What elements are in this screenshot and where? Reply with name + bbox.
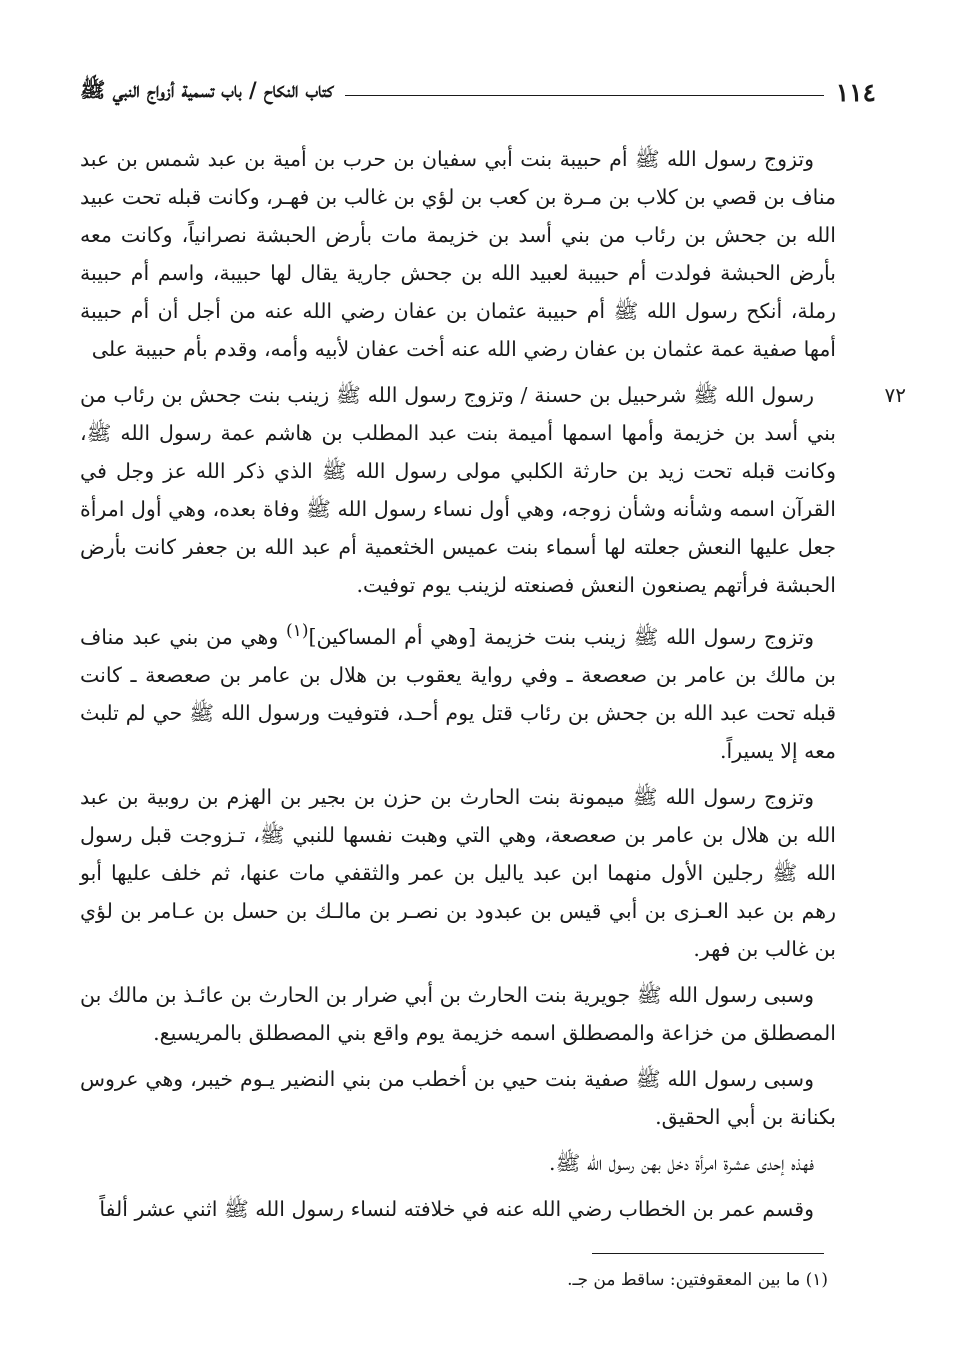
paragraph-maymuna: وتزوج رسول الله ﷺ ميمونة بنت الحارث بن حزن بن بجير بن الهزم بن روبية بن عبد الله بن هلال بن عامر بن صعصعة، وهي التي وهبت نفسها للنبي ﷺ، تـزوجت قبل رسول الله ﷺ رجلين الأول منهما ابن عبد ياليل بن عمر والثقفي مات عنها، ثم خلف عليها أبو رهم بن عبد العـزى بن أبي قيس بن عبدود بن نصـر بن مالـك بن حسل بن عـامر بن لؤي بن غالب بن فهر. xyxy=(80,784,836,961)
paragraph-zaynab-bint-khuzayma xyxy=(80,612,836,770)
paragraph-umar-allotment: وقسم عمر بن الخطاب رضي الله عنه في خلافته لنساء رسول الله ﷺ اثني عشر ألفاً xyxy=(99,1196,814,1221)
paragraph-text-continued: وهي من بني عبد مناف بن مالك بن عامر بن صعصعة ـ وفي رواية يعقوب بن هلال بن عامر بن صعصعة ـ كانت قبله تحت عبد الله بن جحش بن رئاب قتل يوم أحـد، فتوفيت ورسول الله ﷺ حي لم تلبث معه إلا يسيراً. xyxy=(80,624,836,763)
paragraph-zaynab-bint-jahsh xyxy=(80,376,906,604)
paragraph-juwayriya: وسبى رسول الله ﷺ جويرية بنت الحارث بن أبي ضرار بن الحارث بن عائـذ بن مالك بن المصطلق من خزاعة والمصطلق اسمه خزيمة يوم واقع بني المصطلق بالمريسيع. xyxy=(80,982,836,1045)
page-number: ١١٤ xyxy=(835,77,876,107)
paragraph-eleven-wives: فهذه إحدى عشرة امرأة دخل بهن رسول الله ﷺ. xyxy=(549,1150,814,1175)
paragraph-text: رسول الله ﷺ شرحبيل بن حسنة / وتزوج رسول الله ﷺ زينب بنت جحش بن رئاب من بني أسد بن خزيمة وأمها اسمها أميمة بنت عبد المطلب بن هاشم عمة رسول الله ﷺ، وكانت قبله تحت زيد بن حارثة الكلبي مولى رسول الله ﷺ الذي ذكر الله عز وجل في القرآن اسمه وشأنه وشأن زوجه، وهي أول نساء رسول الله ﷺ وفاة بعده، وهي أول امرأة جعل عليها النعش جعلته لها أسماء بنت عميس الخثعمية أم عبد الله بن جعفر كانت بأرض الحبشة فرأتهم يصنعون النعش فصنعته لزينب يوم توفيت. xyxy=(80,383,836,597)
footnote-reference: (١) xyxy=(286,621,309,641)
margin-folio-number: ٧٢ xyxy=(884,383,906,407)
main-text xyxy=(80,140,906,1236)
paragraph-text: وتزوج رسول الله ﷺ زينب بنت خزيمة [وهي أم المساكين] xyxy=(308,624,814,649)
header-rule xyxy=(345,95,823,96)
running-title: كتاب النكاح / باب تسمية أزواج النبي ﷺ xyxy=(80,76,334,102)
footnote-rule xyxy=(592,1253,824,1254)
paragraph-umm-habiba: وتزوج رسول الله ﷺ أم حبيبة بنت أبي سفيان بن حرب بن أمية بن عبد شمس بن عبد مناف بن قصي بن كلاب بن مـرة بن كعب بن لؤي بن غالب بن فهـر، وكانت قبله تحت عبيد الله بن جحش بن رئاب من بني أسد بن خزيمة مات بأرض الحبشة نصرانياً، وكانت معه بأرض الحبشة فولدت أم حبيبة لعبيد الله بن جحش جارية يقال لها حبيبة، واسم أم حبيبة رملة، أنكح رسول الله ﷺ أم حبيبة عثمان بن عفان رضي الله عنه من أجل أن أم حبيبة أمها صفية عمة عثمان بن عفان رضي الله عنه أخت عفان لأبيه وأمه، وقدم بأم حبيبة على xyxy=(80,147,836,361)
footnote: (١) ما بين المعقوفتين: ساقط من جـ. xyxy=(567,1270,828,1290)
paragraph-safiyya: وسبى رسول الله ﷺ صفية بنت حيي بن أخطب من بني النضير يـوم خيبر، وهي عروس بكنانة بن أبي الحقيق. xyxy=(80,1066,836,1129)
page-header xyxy=(80,72,876,112)
